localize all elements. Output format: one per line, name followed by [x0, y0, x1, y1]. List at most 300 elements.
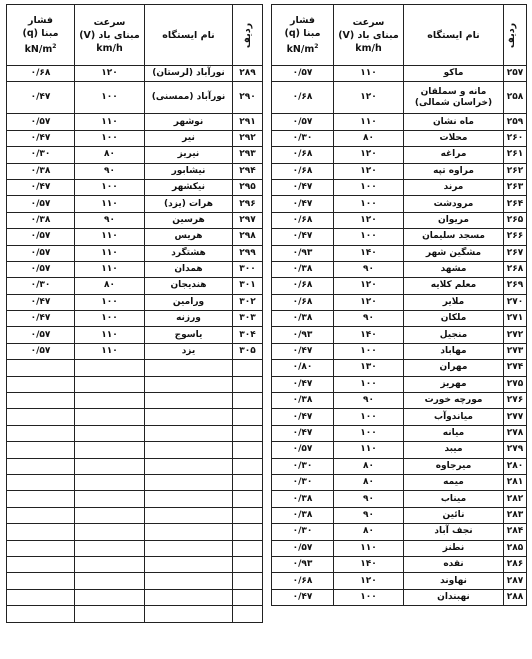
pressure-value-cell: ۰/۴۷	[7, 294, 75, 310]
pressure-value-cell: ۰/۴۷	[272, 179, 334, 195]
pressure-value-cell: ۰/۳۸	[7, 163, 75, 179]
station-name-cell: میرجاوه	[404, 458, 504, 474]
table-row	[272, 261, 527, 277]
station-name-cell: مراوه تپه	[404, 163, 504, 179]
pressure-value-cell: ۰/۴۷	[272, 376, 334, 392]
header-row	[7, 5, 263, 66]
row-number-cell: ۲۶۳	[504, 179, 527, 195]
station-name-cell	[145, 442, 233, 458]
station-name-cell: میمه	[404, 474, 504, 490]
row-number-cell	[233, 360, 263, 376]
wind-speed-cell	[75, 524, 145, 540]
wind-speed-cell: ۱۰۰	[334, 179, 404, 195]
station-name-cell: منجیل	[404, 327, 504, 343]
row-number-cell: ۲۶۹	[504, 278, 527, 294]
wind-speed-cell: ۱۱۰	[75, 114, 145, 130]
table-row	[272, 311, 527, 327]
wind-speed-cell: ۱۰۰	[75, 294, 145, 310]
station-name-cell	[145, 474, 233, 490]
wind-speed-cell: ۹۰	[334, 261, 404, 277]
wind-speed-cell: ۱۰۰	[334, 229, 404, 245]
wind-speed-cell	[75, 491, 145, 507]
pressure-value-cell	[7, 507, 75, 523]
station-name-cell: میانه	[404, 425, 504, 441]
row-number-cell	[233, 376, 263, 392]
station-name-cell: نورآباد (لرستان)	[145, 66, 233, 82]
row-number-cell: ۳۰۳	[233, 311, 263, 327]
pressure-value-cell: ۰/۵۷	[7, 343, 75, 359]
station-name-cell: مانه و سملقان (خراسان شمالی)	[404, 82, 504, 114]
station-name-cell	[145, 589, 233, 605]
table-row	[7, 458, 263, 474]
pressure-value-cell: ۰/۶۸	[272, 163, 334, 179]
pressure-value-cell: ۰/۵۷	[7, 196, 75, 212]
table-row	[272, 245, 527, 261]
row-number-cell: ۲۶۵	[504, 212, 527, 228]
row-number-cell: ۲۶۱	[504, 147, 527, 163]
wind-speed-cell: ۹۰	[75, 163, 145, 179]
station-name-cell: ورامین	[145, 294, 233, 310]
station-name-cell	[145, 360, 233, 376]
wind-speed-cell: ۱۰۰	[334, 376, 404, 392]
table-row	[7, 540, 263, 556]
left-station-table	[6, 4, 263, 623]
wind-speed-cell: ۱۱۰	[75, 245, 145, 261]
wind-speed-cell: ۱۱۰	[334, 114, 404, 130]
pressure-value-cell: ۰/۳۰	[7, 278, 75, 294]
station-name-cell: نجف آباد	[404, 524, 504, 540]
pressure-value-cell: ۰/۴۷	[272, 343, 334, 359]
row-number-cell: ۲۶۸	[504, 261, 527, 277]
station-name-cell: هریس	[145, 229, 233, 245]
station-name-cell	[145, 524, 233, 540]
row-number-cell: ۲۶۶	[504, 229, 527, 245]
row-number-cell: ۲۵۸	[504, 82, 527, 114]
table-row	[7, 82, 263, 114]
wind-speed-header: سرعت مبنای باد (V) km/h	[334, 5, 404, 66]
wind-speed-cell	[75, 376, 145, 392]
table-row	[7, 507, 263, 523]
table-row	[7, 196, 263, 212]
wind-speed-cell	[75, 556, 145, 572]
wind-speed-cell: ۱۲۰	[334, 82, 404, 114]
pressure-value-cell: ۰/۵۷	[272, 114, 334, 130]
row-number-cell: ۳۰۲	[233, 294, 263, 310]
wind-speed-header: سرعت مبنای باد (V) km/h	[75, 5, 145, 66]
wind-speed-cell	[75, 393, 145, 409]
right-station-table	[271, 4, 527, 606]
station-name-cell: نوشهر	[145, 114, 233, 130]
row-number-cell	[233, 556, 263, 572]
table-row	[7, 278, 263, 294]
table-row	[272, 179, 527, 195]
station-name-cell: مرند	[404, 179, 504, 195]
wind-speed-cell: ۸۰	[334, 458, 404, 474]
table-row	[7, 360, 263, 376]
row-number-cell: ۲۶۲	[504, 163, 527, 179]
wind-speed-cell: ۱۰۰	[334, 196, 404, 212]
station-name-cell: مورچه خورت	[404, 393, 504, 409]
station-name-cell	[145, 376, 233, 392]
row-number-cell: ۲۶۰	[504, 130, 527, 146]
wind-speed-cell: ۱۴۰	[334, 556, 404, 572]
pressure-value-cell: ۰/۳۸	[272, 393, 334, 409]
table-row	[7, 425, 263, 441]
table-row	[272, 376, 527, 392]
station-name-cell: ملایر	[404, 294, 504, 310]
pressure-value-cell: ۰/۵۷	[272, 66, 334, 82]
row-number-cell: ۲۸۵	[504, 540, 527, 556]
station-name-cell: میناب	[404, 491, 504, 507]
table-row	[272, 524, 527, 540]
row-number-cell: ۳۰۵	[233, 343, 263, 359]
wind-speed-cell: ۹۰	[334, 393, 404, 409]
row-number-cell	[233, 425, 263, 441]
table-row	[7, 573, 263, 589]
station-name-cell	[145, 540, 233, 556]
table-row	[272, 425, 527, 441]
station-name-cell	[145, 393, 233, 409]
station-name-cell: نهبندان	[404, 589, 504, 605]
pressure-header: فشار مبنا (q) $kN/m^2$	[7, 5, 75, 66]
wind-speed-cell: ۸۰	[334, 474, 404, 490]
row-number-cell: ۲۷۵	[504, 376, 527, 392]
table-row	[272, 196, 527, 212]
wind-speed-cell: ۹۰	[334, 311, 404, 327]
row-number-cell: ۲۸۰	[504, 458, 527, 474]
pressure-value-cell: ۰/۳۰	[272, 474, 334, 490]
table-row	[272, 278, 527, 294]
row-number-cell: ۲۷۳	[504, 343, 527, 359]
wind-speed-cell: ۸۰	[75, 147, 145, 163]
table-row	[272, 491, 527, 507]
pressure-header: فشار مبنا (q) $kN/m^2$	[272, 5, 334, 66]
station-name-cell	[145, 425, 233, 441]
row-number-cell: ۲۶۴	[504, 196, 527, 212]
station-name-cell: ماه نشان	[404, 114, 504, 130]
pressure-value-cell: ۰/۳۸	[272, 491, 334, 507]
station-name-cell	[145, 606, 233, 622]
pressure-value-cell: ۰/۴۷	[7, 179, 75, 195]
table-row	[7, 66, 263, 82]
table-row	[272, 130, 527, 146]
table-row	[272, 458, 527, 474]
table-row	[272, 147, 527, 163]
pressure-value-cell	[7, 556, 75, 572]
pressure-value-cell: ۰/۳۰	[272, 524, 334, 540]
pressure-value-cell: ۰/۵۷	[7, 245, 75, 261]
table-row	[7, 147, 263, 163]
station-name-cell	[145, 507, 233, 523]
wind-speed-cell	[75, 442, 145, 458]
station-name-cell: مسجد سلیمان	[404, 229, 504, 245]
table-row	[7, 393, 263, 409]
station-name-cell: ماکو	[404, 66, 504, 82]
wind-speed-cell: ۱۴۰	[334, 245, 404, 261]
station-name-cell: میاندوآب	[404, 409, 504, 425]
station-name-cell	[145, 491, 233, 507]
wind-speed-cell: ۱۱۰	[334, 66, 404, 82]
station-name-cell: هندیجان	[145, 278, 233, 294]
row-number-cell: ۲۸۲	[504, 491, 527, 507]
station-name-header: نام ایستگاه	[404, 5, 504, 66]
table-row	[7, 311, 263, 327]
table-row	[272, 540, 527, 556]
row-number-cell	[233, 491, 263, 507]
pressure-value-cell: ۰/۴۷	[272, 229, 334, 245]
row-number-cell: ۲۹۵	[233, 179, 263, 195]
row-number-cell	[233, 573, 263, 589]
row-number-cell: ۲۷۸	[504, 425, 527, 441]
pressure-value-cell: ۰/۳۸	[272, 311, 334, 327]
wind-speed-cell: ۸۰	[334, 524, 404, 540]
wind-speed-cell: ۱۴۰	[334, 327, 404, 343]
station-name-cell: محلات	[404, 130, 504, 146]
row-number-cell: ۲۷۹	[504, 442, 527, 458]
wind-speed-cell	[75, 360, 145, 376]
wind-speed-cell: ۱۲۰	[334, 294, 404, 310]
pressure-value-cell: ۰/۶۸	[272, 278, 334, 294]
pressure-value-cell	[7, 442, 75, 458]
row-number-cell: ۲۹۴	[233, 163, 263, 179]
station-name-cell	[145, 458, 233, 474]
row-number-cell: ۲۸۹	[233, 66, 263, 82]
row-number-cell: ۲۹۰	[233, 82, 263, 114]
pressure-value-cell: ۰/۴۷	[272, 425, 334, 441]
pressure-value-cell	[7, 458, 75, 474]
wind-speed-cell	[75, 507, 145, 523]
wind-speed-cell: ۱۰۰	[334, 343, 404, 359]
station-name-cell: مشگین شهر	[404, 245, 504, 261]
station-name-header: نام ایستگاه	[145, 5, 233, 66]
row-number-cell: ۲۷۰	[504, 294, 527, 310]
station-name-cell: ملکان	[404, 311, 504, 327]
wind-speed-cell	[75, 409, 145, 425]
table-row	[272, 343, 527, 359]
pressure-value-cell: ۰/۳۰	[7, 147, 75, 163]
station-name-cell: نیشابور	[145, 163, 233, 179]
wind-speed-cell: ۹۰	[334, 491, 404, 507]
wind-speed-cell: ۱۱۰	[334, 540, 404, 556]
row-number-cell	[233, 458, 263, 474]
pressure-value-cell: ۰/۶۸	[7, 66, 75, 82]
table-row	[272, 294, 527, 310]
wind-speed-cell: ۱۲۰	[334, 163, 404, 179]
table-row	[7, 589, 263, 605]
pressure-value-cell	[7, 393, 75, 409]
station-name-cell: یزد	[145, 343, 233, 359]
station-name-cell: معلم کلایه	[404, 278, 504, 294]
pressure-value-cell: ۰/۵۷	[7, 327, 75, 343]
row-number-cell	[233, 393, 263, 409]
row-number-cell: ۲۸۸	[504, 589, 527, 605]
row-number-cell: ۲۸۱	[504, 474, 527, 490]
row-number-cell: ۲۵۹	[504, 114, 527, 130]
wind-speed-cell	[75, 425, 145, 441]
table-row	[7, 212, 263, 228]
row-number-header: ردیف	[233, 5, 263, 66]
row-number-cell: ۳۰۴	[233, 327, 263, 343]
row-number-header: ردیف	[504, 5, 527, 66]
table-row	[272, 589, 527, 605]
station-name-cell: مشهد	[404, 261, 504, 277]
pressure-value-cell	[7, 589, 75, 605]
wind-speed-cell: ۱۰۰	[75, 179, 145, 195]
station-name-cell: مراغه	[404, 147, 504, 163]
table-row	[272, 393, 527, 409]
pressure-value-cell: ۰/۳۰	[272, 458, 334, 474]
station-name-cell: نیریز	[145, 147, 233, 163]
wind-speed-cell: ۹۰	[334, 507, 404, 523]
table-row	[7, 114, 263, 130]
table-row	[7, 294, 263, 310]
station-name-cell: نهاوند	[404, 573, 504, 589]
pressure-value-cell: ۰/۳۰	[272, 130, 334, 146]
station-name-cell	[145, 556, 233, 572]
station-name-cell: مهاباد	[404, 343, 504, 359]
row-number-cell: ۲۹۷	[233, 212, 263, 228]
table-row	[7, 163, 263, 179]
row-number-cell: ۲۷۱	[504, 311, 527, 327]
pressure-value-cell	[7, 425, 75, 441]
pressure-value-cell	[7, 573, 75, 589]
table-row	[7, 409, 263, 425]
wind-speed-cell: ۹۰	[75, 212, 145, 228]
wind-speed-cell: ۱۰۰	[334, 425, 404, 441]
row-number-cell	[233, 409, 263, 425]
row-number-cell	[233, 540, 263, 556]
station-name-cell: نقده	[404, 556, 504, 572]
wind-speed-cell	[75, 540, 145, 556]
pressure-value-cell: ۰/۶۸	[272, 82, 334, 114]
wind-speed-cell: ۸۰	[75, 278, 145, 294]
pressure-value-cell	[7, 360, 75, 376]
wind-speed-cell: ۱۰۰	[75, 82, 145, 114]
wind-speed-cell: ۱۲۰	[334, 573, 404, 589]
station-name-cell: مهران	[404, 360, 504, 376]
row-number-cell: ۲۸۴	[504, 524, 527, 540]
station-name-cell	[145, 409, 233, 425]
table-row	[7, 474, 263, 490]
table-row	[7, 524, 263, 540]
wind-speed-cell: ۱۱۰	[75, 229, 145, 245]
pressure-value-cell	[7, 540, 75, 556]
pressure-value-cell	[7, 524, 75, 540]
station-name-cell: هشتگرد	[145, 245, 233, 261]
pressure-value-cell	[7, 474, 75, 490]
row-number-cell: ۲۵۷	[504, 66, 527, 82]
station-name-cell: همدان	[145, 261, 233, 277]
station-name-cell: مریوان	[404, 212, 504, 228]
wind-speed-cell: ۱۲۰	[334, 147, 404, 163]
table-row	[7, 261, 263, 277]
pressure-value-cell: ۰/۵۷	[7, 114, 75, 130]
pressure-value-cell: ۰/۴۷	[7, 130, 75, 146]
pressure-value-cell: ۰/۳۸	[272, 261, 334, 277]
row-number-cell	[233, 606, 263, 622]
row-number-cell	[233, 524, 263, 540]
table-row	[272, 360, 527, 376]
table-row	[7, 606, 263, 622]
wind-speed-cell	[75, 573, 145, 589]
wind-speed-cell: ۱۱۰	[334, 442, 404, 458]
wind-speed-cell	[75, 458, 145, 474]
station-name-cell: ورزنه	[145, 311, 233, 327]
table-row	[272, 229, 527, 245]
wind-speed-cell: ۱۰۰	[75, 130, 145, 146]
wind-speed-cell: ۱۳۰	[334, 360, 404, 376]
table-row	[272, 556, 527, 572]
row-number-cell: ۲۹۶	[233, 196, 263, 212]
pressure-value-cell: ۰/۴۷	[272, 589, 334, 605]
header-row	[272, 5, 527, 66]
pressure-value-cell: ۰/۶۸	[272, 212, 334, 228]
wind-speed-cell	[75, 589, 145, 605]
pressure-value-cell: ۰/۳۸	[272, 507, 334, 523]
station-name-cell: هرات (یزد)	[145, 196, 233, 212]
pressure-value-cell: ۰/۹۳	[272, 245, 334, 261]
pressure-value-cell: ۰/۵۷	[272, 442, 334, 458]
pressure-value-cell: ۰/۴۷	[7, 311, 75, 327]
row-number-cell	[233, 442, 263, 458]
station-name-cell	[145, 573, 233, 589]
row-number-cell: ۲۹۲	[233, 130, 263, 146]
table-row	[7, 229, 263, 245]
table-row	[272, 66, 527, 82]
row-number-cell: ۲۷۴	[504, 360, 527, 376]
table-row	[7, 491, 263, 507]
row-number-cell: ۲۷۷	[504, 409, 527, 425]
row-number-cell: ۲۷۶	[504, 393, 527, 409]
table-row	[7, 442, 263, 458]
pressure-value-cell: ۰/۵۷	[7, 261, 75, 277]
table-row	[7, 130, 263, 146]
row-number-cell: ۲۶۷	[504, 245, 527, 261]
station-name-cell: نورآباد (ممسنی)	[145, 82, 233, 114]
station-name-cell: نطنز	[404, 540, 504, 556]
wind-speed-cell: ۱۰۰	[334, 589, 404, 605]
wind-speed-cell: ۱۰۰	[75, 311, 145, 327]
station-name-cell: میبد	[404, 442, 504, 458]
row-number-cell: ۲۹۹	[233, 245, 263, 261]
wind-speed-cell: ۱۲۰	[334, 278, 404, 294]
table-row	[272, 212, 527, 228]
row-number-cell: ۳۰۰	[233, 261, 263, 277]
station-name-cell: یاسوج	[145, 327, 233, 343]
table-row	[272, 507, 527, 523]
table-row	[7, 343, 263, 359]
wind-speed-cell: ۱۱۰	[75, 261, 145, 277]
pressure-value-cell: ۰/۸۰	[272, 360, 334, 376]
station-name-cell: مرودشت	[404, 196, 504, 212]
pressure-value-cell	[7, 409, 75, 425]
table-row	[272, 114, 527, 130]
table-row	[7, 327, 263, 343]
pressure-value-cell: ۰/۹۳	[272, 327, 334, 343]
station-name-cell: نیکشهر	[145, 179, 233, 195]
row-number-cell: ۲۸۶	[504, 556, 527, 572]
table-row	[7, 179, 263, 195]
wind-speed-cell: ۱۰۰	[334, 409, 404, 425]
pressure-value-cell: ۰/۴۷	[272, 409, 334, 425]
table-row	[272, 474, 527, 490]
row-number-cell: ۲۹۳	[233, 147, 263, 163]
wind-speed-cell: ۱۱۰	[75, 343, 145, 359]
table-row	[7, 245, 263, 261]
pressure-value-cell: ۰/۶۸	[272, 147, 334, 163]
row-number-cell: ۲۷۲	[504, 327, 527, 343]
table-row	[272, 573, 527, 589]
